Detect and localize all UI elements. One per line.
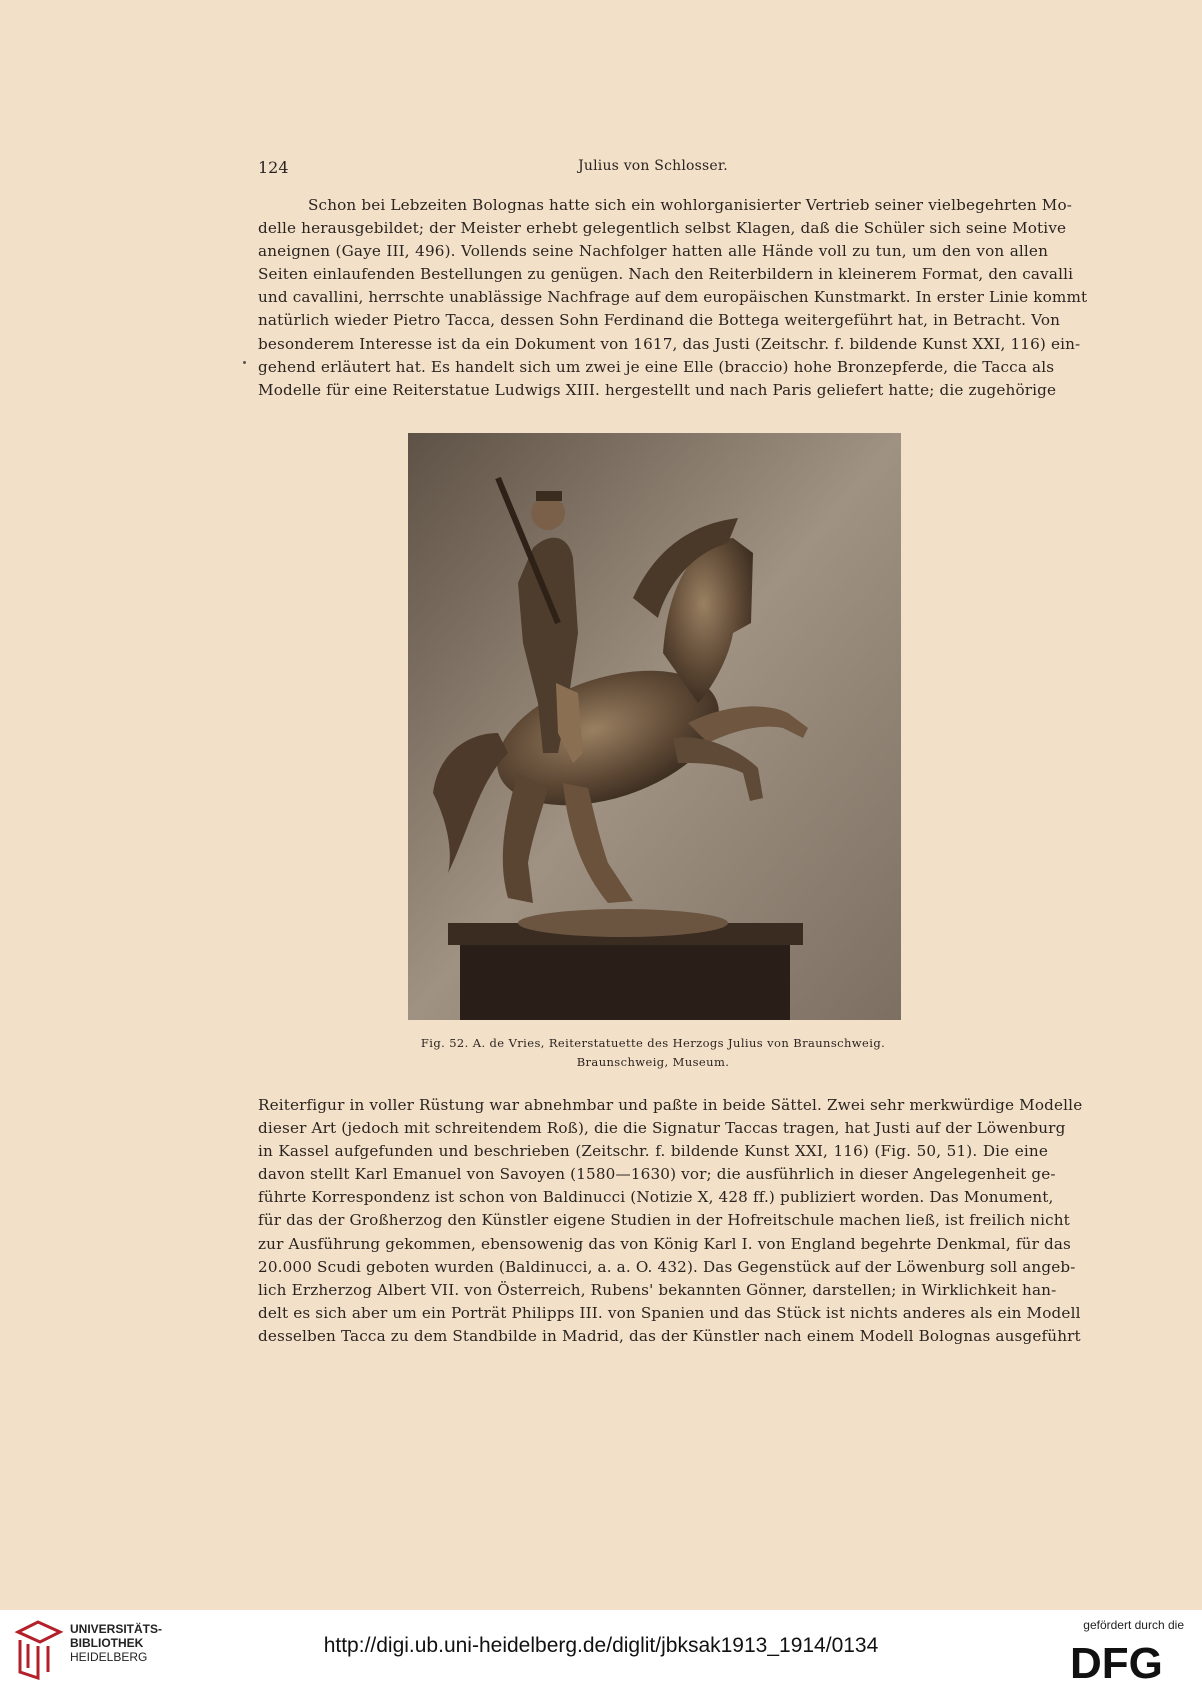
library-name-line: UNIVERSITÄTS- <box>70 1622 163 1636</box>
text-line: dieser Art (jedoch mit schreitendem Roß), die die Signatur Taccas tragen, hat Justi auf der Löwenburg <box>258 1119 1066 1138</box>
caption-title: Fig. 52. A. de Vries, Reiterstatuette des Herzogs Julius von Braunschweig. <box>420 1036 886 1050</box>
text-line: Modelle für eine Reiterstatue Ludwigs XIII. hergestellt und nach Paris geliefert hatte; die zugehörige <box>258 380 1057 399</box>
paragraph-2 <box>258 1094 1083 1348</box>
text-line: Reiterfigur in voller Rüstung war abnehmbar und paßte in beide Sättel. Zwei sehr merkwürdige Modelle <box>258 1096 1083 1114</box>
text-line: lich Erzherzog Albert VII. von Österreich, Rubens' bekannten Gönner, darstellen; in Wirklichkeit han- <box>258 1280 1057 1299</box>
permalink-url[interactable]: http://digi.ub.uni-heidelberg.de/diglit/jbksak1913_1914/0134 <box>323 1634 879 1657</box>
equestrian-statuette-photo <box>408 433 901 1020</box>
dfg-logo-icon <box>1070 1638 1188 1682</box>
text-line: gehend erläutert hat. Es handelt sich um zwei je eine Elle (braccio) hohe Bronzepferde, die Tacca als <box>258 357 1055 376</box>
text-line: natürlich wieder Pietro Tacca, dessen Sohn Ferdinand die Bottega weitergeführt hat, in Betracht. Von <box>258 311 1061 330</box>
text-line: desselben Tacca zu dem Standbilde in Madrid, das der Künstler nach einem Modell Bolognas ausgeführt <box>258 1326 1081 1345</box>
statuette-image <box>408 433 901 1020</box>
margin-speck <box>243 361 246 364</box>
library-name-line: BIBLIOTHEK <box>70 1636 144 1650</box>
text-line: delt es sich aber um ein Porträt Philipps III. von Spanien und das Stück ist nichts anderes als ein Modell <box>258 1303 1081 1322</box>
text-line: delle herausgebildet; der Meister erhebt gelegentlich selbst Klagen, daß die Schüler sich seine Motive <box>258 219 1067 238</box>
digitization-footer <box>0 1610 1202 1689</box>
text-line: 20.000 Scudi geboten wurden (Baldinucci, a. a. O. 432). Das Gegenstück auf der Löwenburg soll angeb- <box>258 1257 1076 1276</box>
text-line: für das der Großherzog den Künstler eigene Studien in der Hofreitschule machen ließ, ist freilich nicht <box>258 1211 1070 1230</box>
text-line: in Kassel aufgefunden und beschrieben (Zeitschr. f. bildende Kunst XXI, 116) (Fig. 50, 51). Die eine <box>258 1142 1048 1161</box>
text-line: Seiten einlaufenden Bestellungen zu genügen. Nach den Reiterbildern in kleinerem Format, den cavalli <box>258 265 1074 284</box>
text-line: zur Ausführung gekommen, ebensowenig das von König Karl I. von England begehrte Denkmal, für das <box>258 1234 1071 1253</box>
text-line: besonderem Interesse ist da ein Dokument von 1617, das Justi (Zeitschr. f. bildende Kunst XXI, 116) ein- <box>258 334 1081 353</box>
funding-label: gefördert durch die <box>1083 1618 1184 1632</box>
caption-location: Braunschweig, Museum. <box>576 1055 730 1069</box>
text-line: Schon bei Lebzeiten Bolognas hatte sich ein wohlorganisierter Vertrieb seiner vielbegehrten Mo- <box>308 196 1073 214</box>
figure-caption <box>258 1034 1048 1072</box>
text-line: und cavallini, herrschte unablässige Nachfrage auf dem europäischen Kunstmarkt. In erster Linie kommt <box>258 288 1088 307</box>
page-number: 124 <box>258 158 289 177</box>
library-name-line: HEIDELBERG <box>70 1650 148 1664</box>
paragraph-1 <box>258 194 1088 402</box>
text-line: aneignen (Gaye III, 496). Vollends seine Nachfolger hatten alle Hände voll zu tun, um den von allen <box>258 242 1048 261</box>
text-line: führte Korrespondenz ist schon von Baldinucci (Notizie X, 428 ff.) publiziert worden. Das Monument, <box>258 1188 1054 1207</box>
running-title: Julius von Schlosser. <box>578 158 728 174</box>
page-header <box>258 158 1048 182</box>
dfg-logo-text: DFG <box>1070 1639 1163 1682</box>
text-line: davon stellt Karl Emanuel von Savoyen (1580—1630) vor; die ausführlich in dieser Angelegenheit ge- <box>258 1165 1056 1184</box>
